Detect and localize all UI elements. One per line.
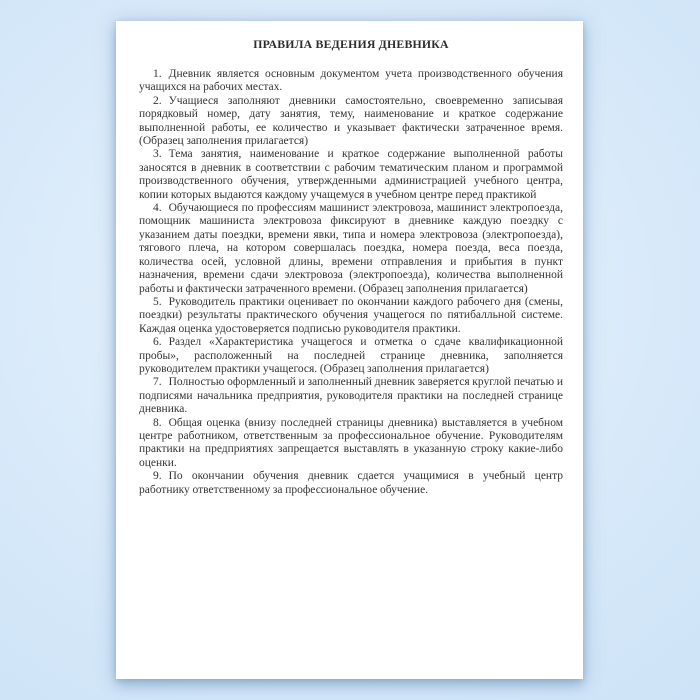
rule-paragraph-7 (139, 376, 563, 416)
rule-number: 7. (153, 376, 162, 389)
rule-paragraph-1 (139, 68, 563, 95)
rule-paragraph-9 (139, 470, 563, 497)
rule-number: 6. (153, 336, 162, 349)
rule-number: 1. (153, 68, 162, 80)
rule-text: Обучающиеся по профессиям машинист электровоза, машинист электропоезда, помощник машиниста электровоза фиксируют в дневнике каждую поездку с указанием даты поездки, времени явки, типа и номера электровоза (электропоезда), тягового плеча, на котором совершалась поездка, номера поезда, веса поезда, количества осей, условной длины, времени отправления и прибытия в пункт назначения, времени сдачи электровоза (электропоезда), количества выполненной работы и фактически затраченного времени. (Образец заполнения прилагается) (139, 202, 563, 295)
rule-text: Руководитель практики оценивает по окончании каждого рабочего дня (смены, поездки) результаты практического обучения учащегося по пятибалльной системе. Каждая оценка удостоверяется подписью руководителя практики. (139, 295, 563, 335)
rule-text: Полностью оформленный и заполненный дневник заверяется круглой печатью и подписями начальника предприятия, руководителя практики на последней странице дневника. (139, 376, 563, 416)
rule-paragraph-5 (139, 296, 563, 336)
rule-number: 2. (153, 94, 162, 107)
rule-paragraph-4 (139, 202, 563, 296)
rule-paragraph-8 (139, 417, 563, 471)
rule-number: 3. (153, 148, 162, 161)
document-body (139, 68, 563, 497)
rule-text: По окончании обучения дневник сдается учащимися в учебный центр работнику ответственному за профессиональное обучение. (139, 470, 563, 496)
rule-text: Тема занятия, наименование и краткое содержание выполненной работы заносятся в дневник в соответствии с рабочим тематическим планом и программой производственного обучения, утвержденными администрацией учебного центра, копии которых выдаются каждому учащемуся в учебном центре перед практикой (139, 148, 563, 201)
rule-text: Общая оценка (внизу последней страницы дневника) выставляется в учебном центре работником, ответственным за профессиональное обучение. Руководителям практики на предприятиях запрещается выставлять в указанную строку какие-либо оценки. (139, 416, 563, 469)
rule-paragraph-2 (139, 95, 563, 149)
rule-number: 8. (153, 416, 162, 429)
rule-text: Раздел «Характеристика учащегося и отметка о сдаче квалификационной пробы», расположенный на последней странице дневника, заполняется руководителем практики учащегося. (Образец заполнения прилагается) (139, 336, 563, 375)
rule-number: 4. (153, 202, 162, 215)
rule-text: Учащиеся заполняют дневники самостоятельно, своевременно записывая порядковый номер, дату занятия, тему, наименование и краткое содержание выполненной работы, ее количество и указывает фактически затраченное время. (Образец заполнения прилагается) (139, 94, 563, 148)
rule-number: 5. (153, 295, 162, 308)
rule-paragraph-6 (139, 336, 563, 376)
rule-number: 9. (153, 470, 162, 483)
document-page (116, 21, 583, 679)
rule-paragraph-3 (139, 148, 563, 202)
document-title: ПРАВИЛА ВЕДЕНИЯ ДНЕВНИКА (253, 37, 449, 51)
rule-text: Дневник является основным документом учета производственного обучения учащихся на рабочих местах. (139, 68, 563, 94)
